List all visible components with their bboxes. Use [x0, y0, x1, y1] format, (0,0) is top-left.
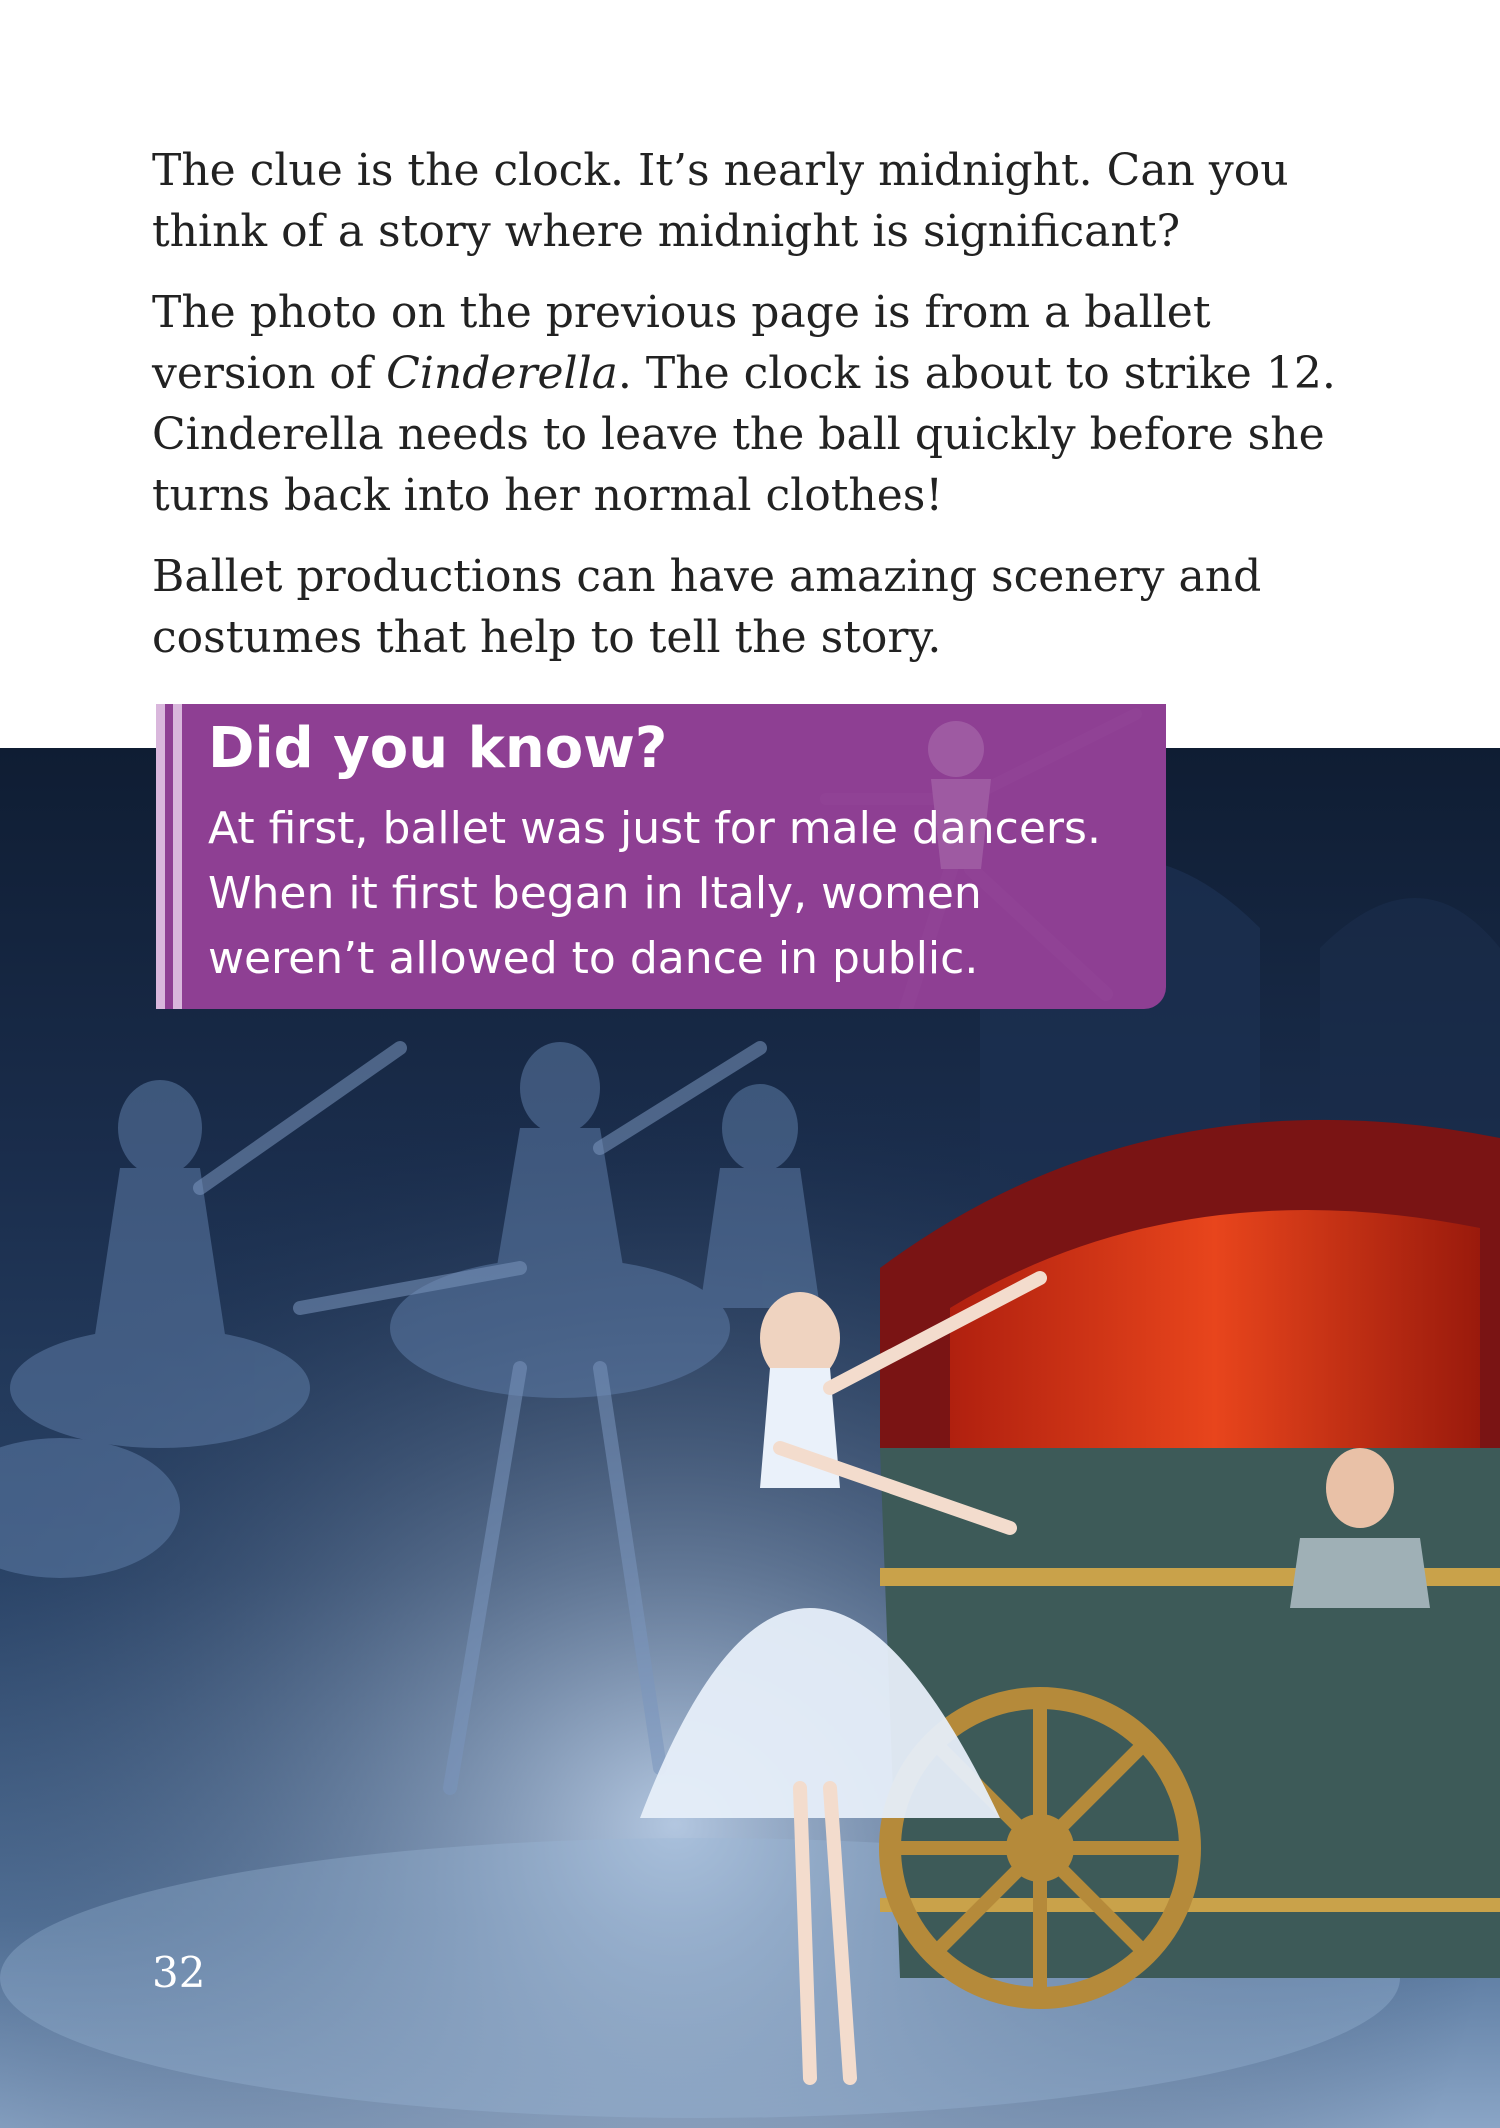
body-text: [152, 140, 1352, 688]
box-stripe-outer: [156, 704, 165, 1009]
paragraph-cinderella: [152, 282, 1352, 526]
paragraph-clue: The clue is the clock. It’s nearly midnight. Can you think of a story where midnight is significant?: [152, 145, 1289, 257]
paragraph-productions: Ballet productions can have amazing scenery and costumes that help to tell the story.: [152, 551, 1262, 663]
page-number: 32: [152, 1948, 206, 1997]
did-you-know-text: At first, ballet was just for male dancers. When it first began in Italy, women weren’t allowed to dance in public.: [208, 803, 1101, 984]
pumpkin-carriage: [880, 1120, 1500, 1998]
did-you-know-title: Did you know?: [208, 716, 668, 781]
paragraph-cinderella-end: . The clock is about to strike 12. Cinderella needs to leave the ball quickly before she turns back into her normal clothes!: [152, 348, 1336, 521]
box-stripe-inner: [173, 704, 182, 1009]
paragraph-cinderella-start: The photo on the previous page is from a ballet version of: [152, 287, 1211, 399]
did-you-know-box: [156, 704, 1166, 1009]
cinderella-title: Cinderella: [386, 348, 618, 399]
